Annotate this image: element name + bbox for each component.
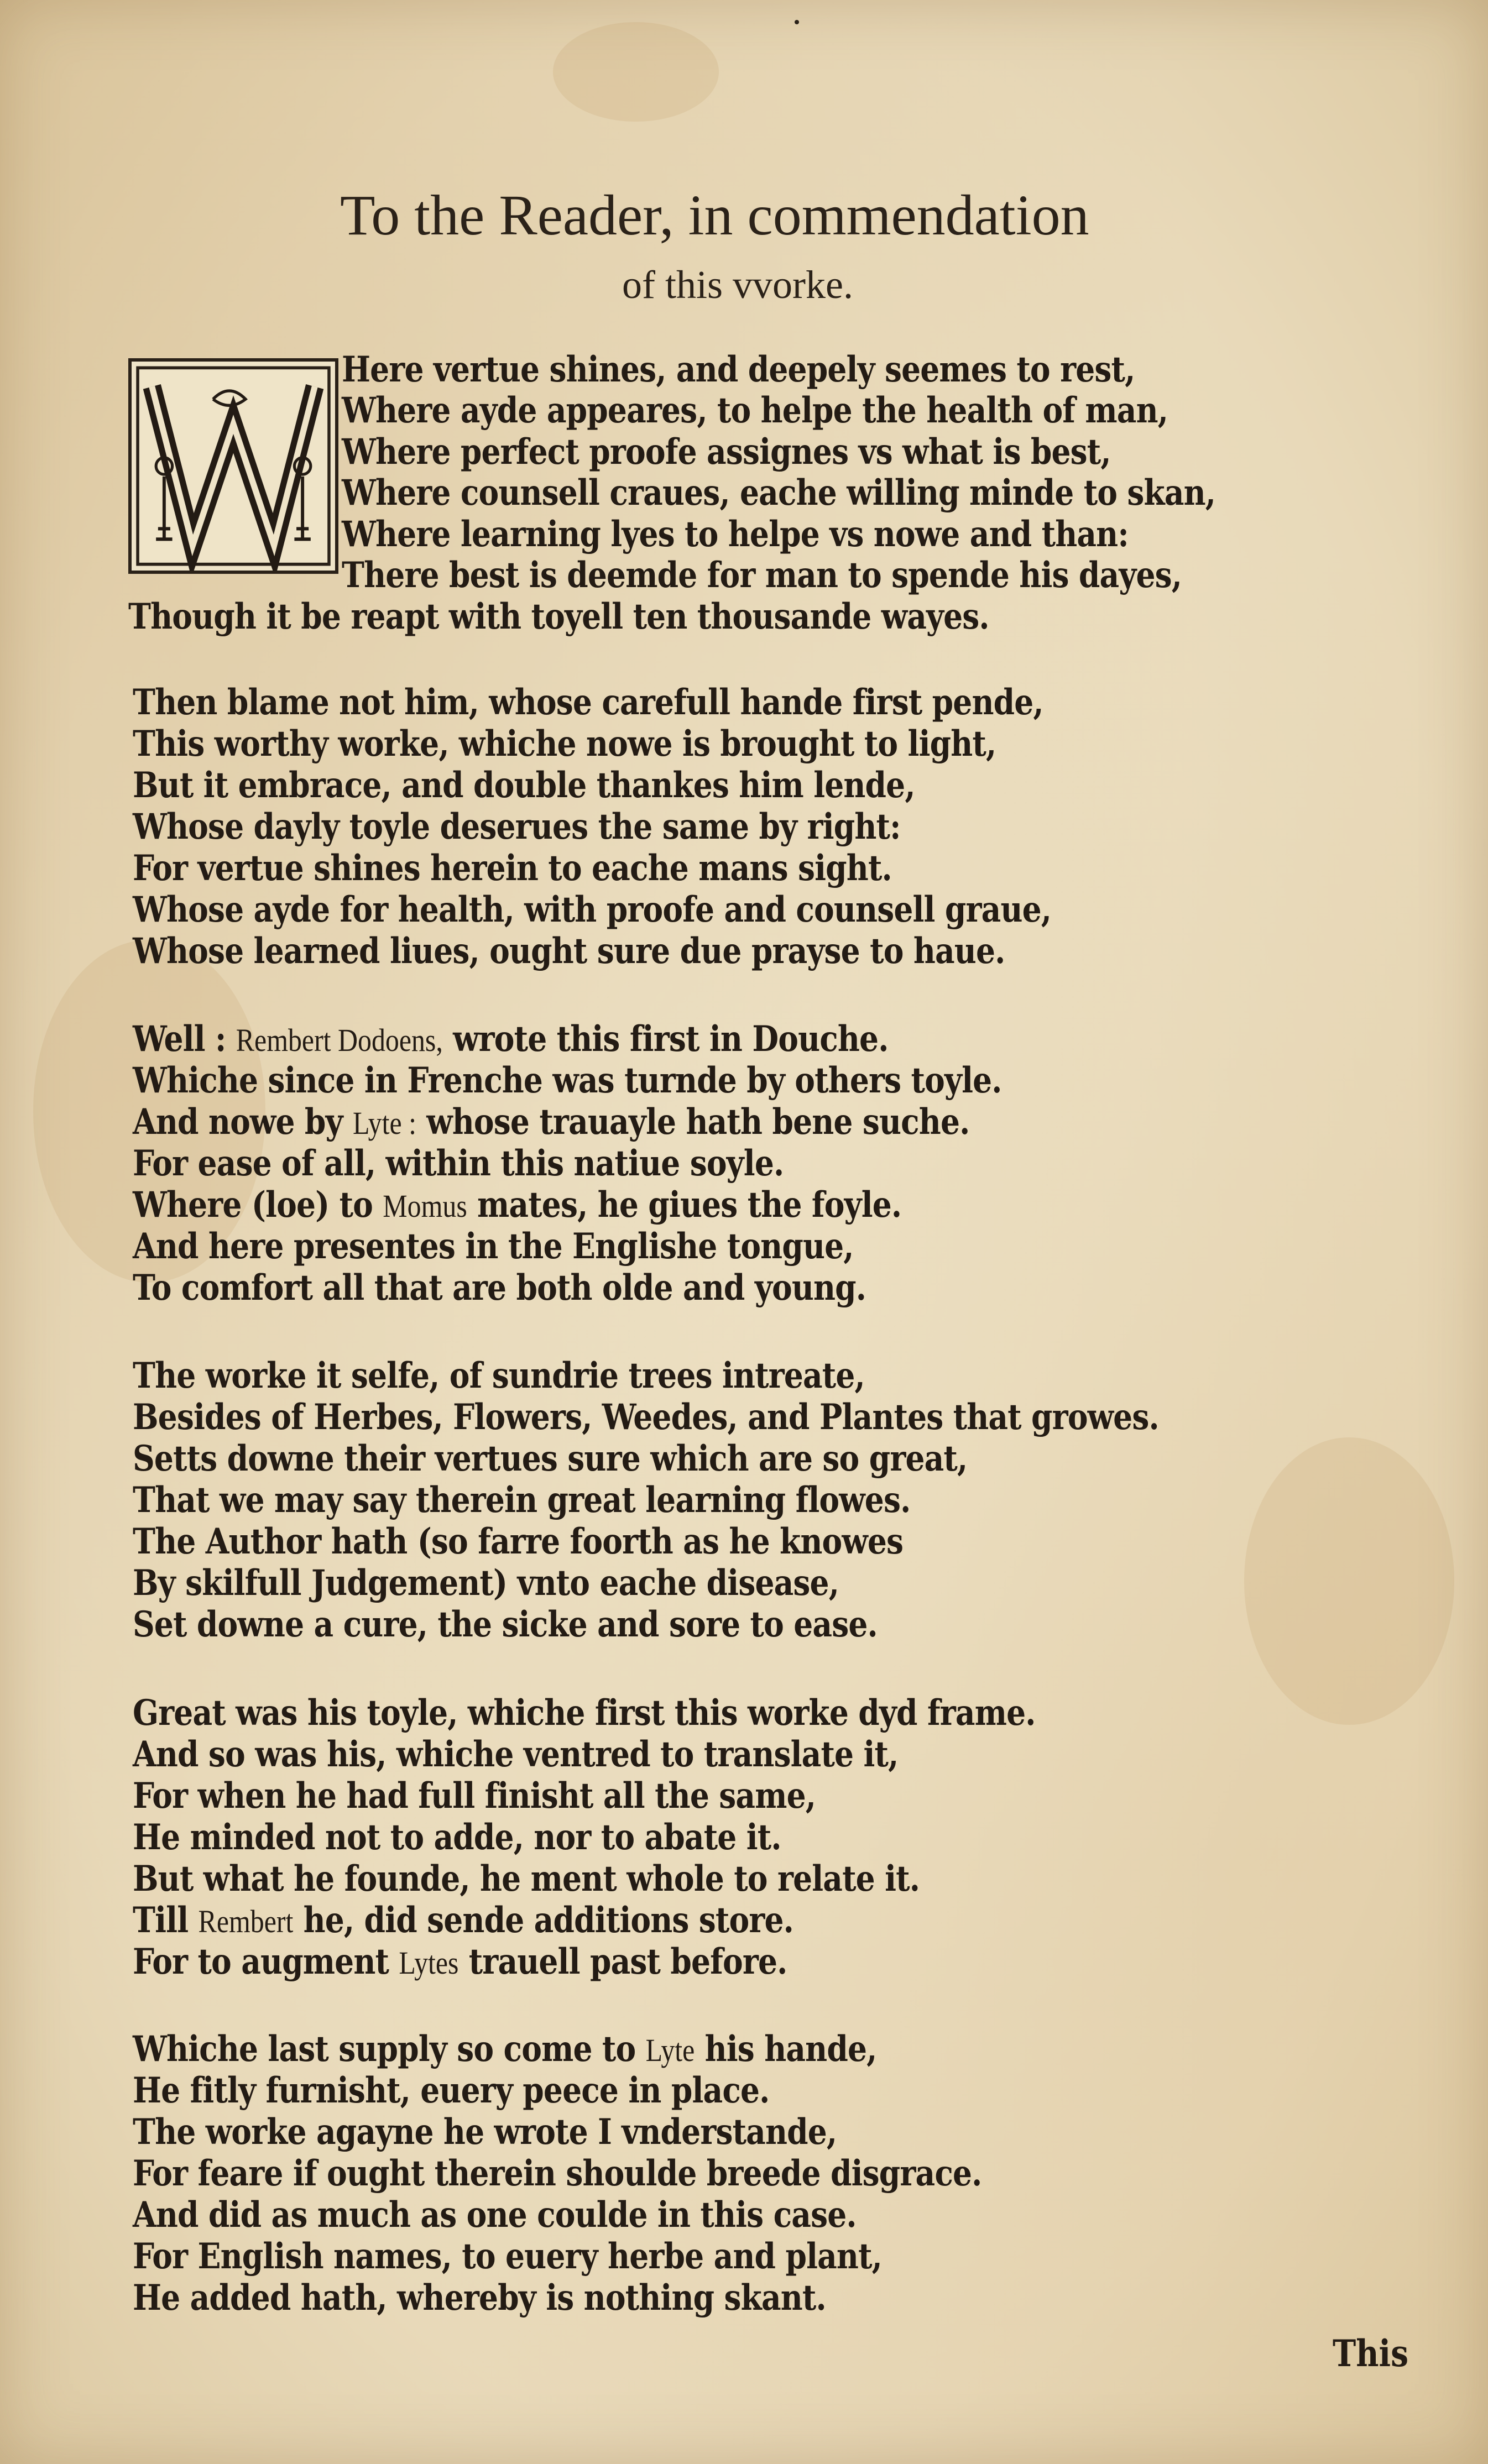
verse-line: Whose learned liues, ought sure due prayse to haue. [133, 930, 1005, 972]
author-name: Rembert [198, 1903, 294, 1939]
catchword: This [1333, 2332, 1409, 2375]
author-name: Rembert Dodoens, [236, 1022, 443, 1058]
verse-line: Where ayde appeares, to helpe the health of man, [342, 390, 1168, 431]
verse-line: Where learning lyes to helpe vs nowe and than: [342, 514, 1129, 555]
verse-line: And so was his, whiche ventred to translate it, [133, 1734, 899, 1775]
momus-name: Momus [383, 1188, 467, 1224]
verse-line: But what he founde, he ment whole to relate it. [133, 1858, 920, 1900]
translator-name: Lyte : [352, 1105, 416, 1141]
verse-line: For feare if ought therein shoulde breede disgrace. [133, 2153, 982, 2194]
verse-line: Besides of Herbes, Flowers, Weedes, and Plantes that growes. [133, 1396, 1159, 1438]
verse-text: Well : [133, 1018, 236, 1060]
verse-line: Then blame not him, whose carefull hande first pende, [133, 682, 1043, 723]
verse-text: wrote this first in Douche. [442, 1018, 889, 1060]
paper-stain [1244, 1437, 1454, 1725]
verse-line: Where perfect proofe assignes vs what is best, [342, 431, 1111, 473]
verse-text: And nowe by [133, 1101, 353, 1143]
verse-line: He added hath, whereby is nothing skant. [133, 2277, 826, 2319]
verse-text: Till [133, 1900, 199, 1941]
verse-line: Whose ayde for health, with proofe and counsell graue, [133, 889, 1052, 930]
verse-line: By skilfull Judgement) vnto eache disease, [133, 1562, 839, 1604]
verse-line: And did as much as one coulde in this case. [133, 2194, 857, 2236]
verse-line: That we may say therein great learning flowes. [133, 1479, 911, 1521]
verse-line: Whiche since in Frenche was turnde by others toyle. [133, 1060, 1002, 1101]
verse-line: Great was his toyle, whiche first this worke dyd frame. [133, 1692, 1036, 1734]
verse-text: trauell past before. [458, 1941, 787, 1982]
verse-text: whose trauayle hath bene suche. [416, 1101, 970, 1143]
verse-line: There best is deemde for man to spende his dayes, [342, 554, 1182, 596]
verse-line: And here presentes in the Englishe tongue, [133, 1226, 854, 1267]
page-subtitle: of this vvorke. [622, 263, 853, 307]
verse-line: Set downe a cure, the sicke and sore to ease. [133, 1604, 878, 1645]
verse-line: Whose dayly toyle deserues the same by right: [133, 806, 901, 848]
translator-name: Lytes [399, 1945, 459, 1981]
translator-name: Lyte [645, 2032, 695, 2068]
verse-line: For ease of all, within this natiue soyle. [133, 1143, 784, 1184]
verse-line: Here vertue shines, and deepely seemes to rest, [342, 349, 1135, 390]
woodcut-initial-W-icon [128, 358, 338, 574]
verse-text: Whiche last supply so come to [133, 2028, 646, 2070]
verse-line: The worke it selfe, of sundrie trees intreate, [133, 1355, 865, 1396]
verse-line: To comfort all that are both olde and young. [133, 1267, 866, 1309]
verse-line: The Author hath (so farre foorth as he knowes [133, 1521, 904, 1562]
verse-line [133, 1185, 901, 1227]
verse-line [133, 1942, 787, 1984]
page-title: To the Reader, in commendation [340, 184, 1089, 247]
verse-line: He fitly furnisht, euery peece in place. [133, 2070, 770, 2111]
verse-line: Though it be reapt with toyell ten thousande wayes. [128, 596, 989, 637]
verse-line: Setts downe their vertues sure which are so great, [133, 1438, 968, 1479]
verse-text: For to augment [133, 1941, 399, 1982]
verse-line: The worke agayne he wrote I vnderstande, [133, 2111, 837, 2153]
verse-text: Where (loe) to [133, 1184, 383, 1226]
verse-line: Where counsell craues, eache willing minde to skan, [342, 472, 1216, 514]
verse-text: he, did sende additions store. [293, 1900, 793, 1941]
ink-dot [795, 20, 799, 24]
verse-line: For English names, to euery herbe and plant, [133, 2236, 882, 2277]
verse-line: For when he had full finisht all the same, [133, 1775, 816, 1817]
verse-text: his hande, [695, 2028, 877, 2070]
verse-line: He minded not to adde, nor to abate it. [133, 1817, 781, 1858]
verse-line [133, 1900, 793, 1942]
paper-stain [553, 22, 719, 122]
verse-line: But it embrace, and double thankes him lende, [133, 765, 915, 806]
verse-line [133, 1019, 888, 1061]
verse-text: mates, he giues the foyle. [467, 1184, 902, 1226]
verse-line [133, 2029, 876, 2071]
verse-line [133, 1102, 969, 1144]
verse-line: This worthy worke, whiche nowe is brought to light, [133, 723, 996, 765]
verse-line: For vertue shines herein to eache mans sight. [133, 848, 892, 889]
